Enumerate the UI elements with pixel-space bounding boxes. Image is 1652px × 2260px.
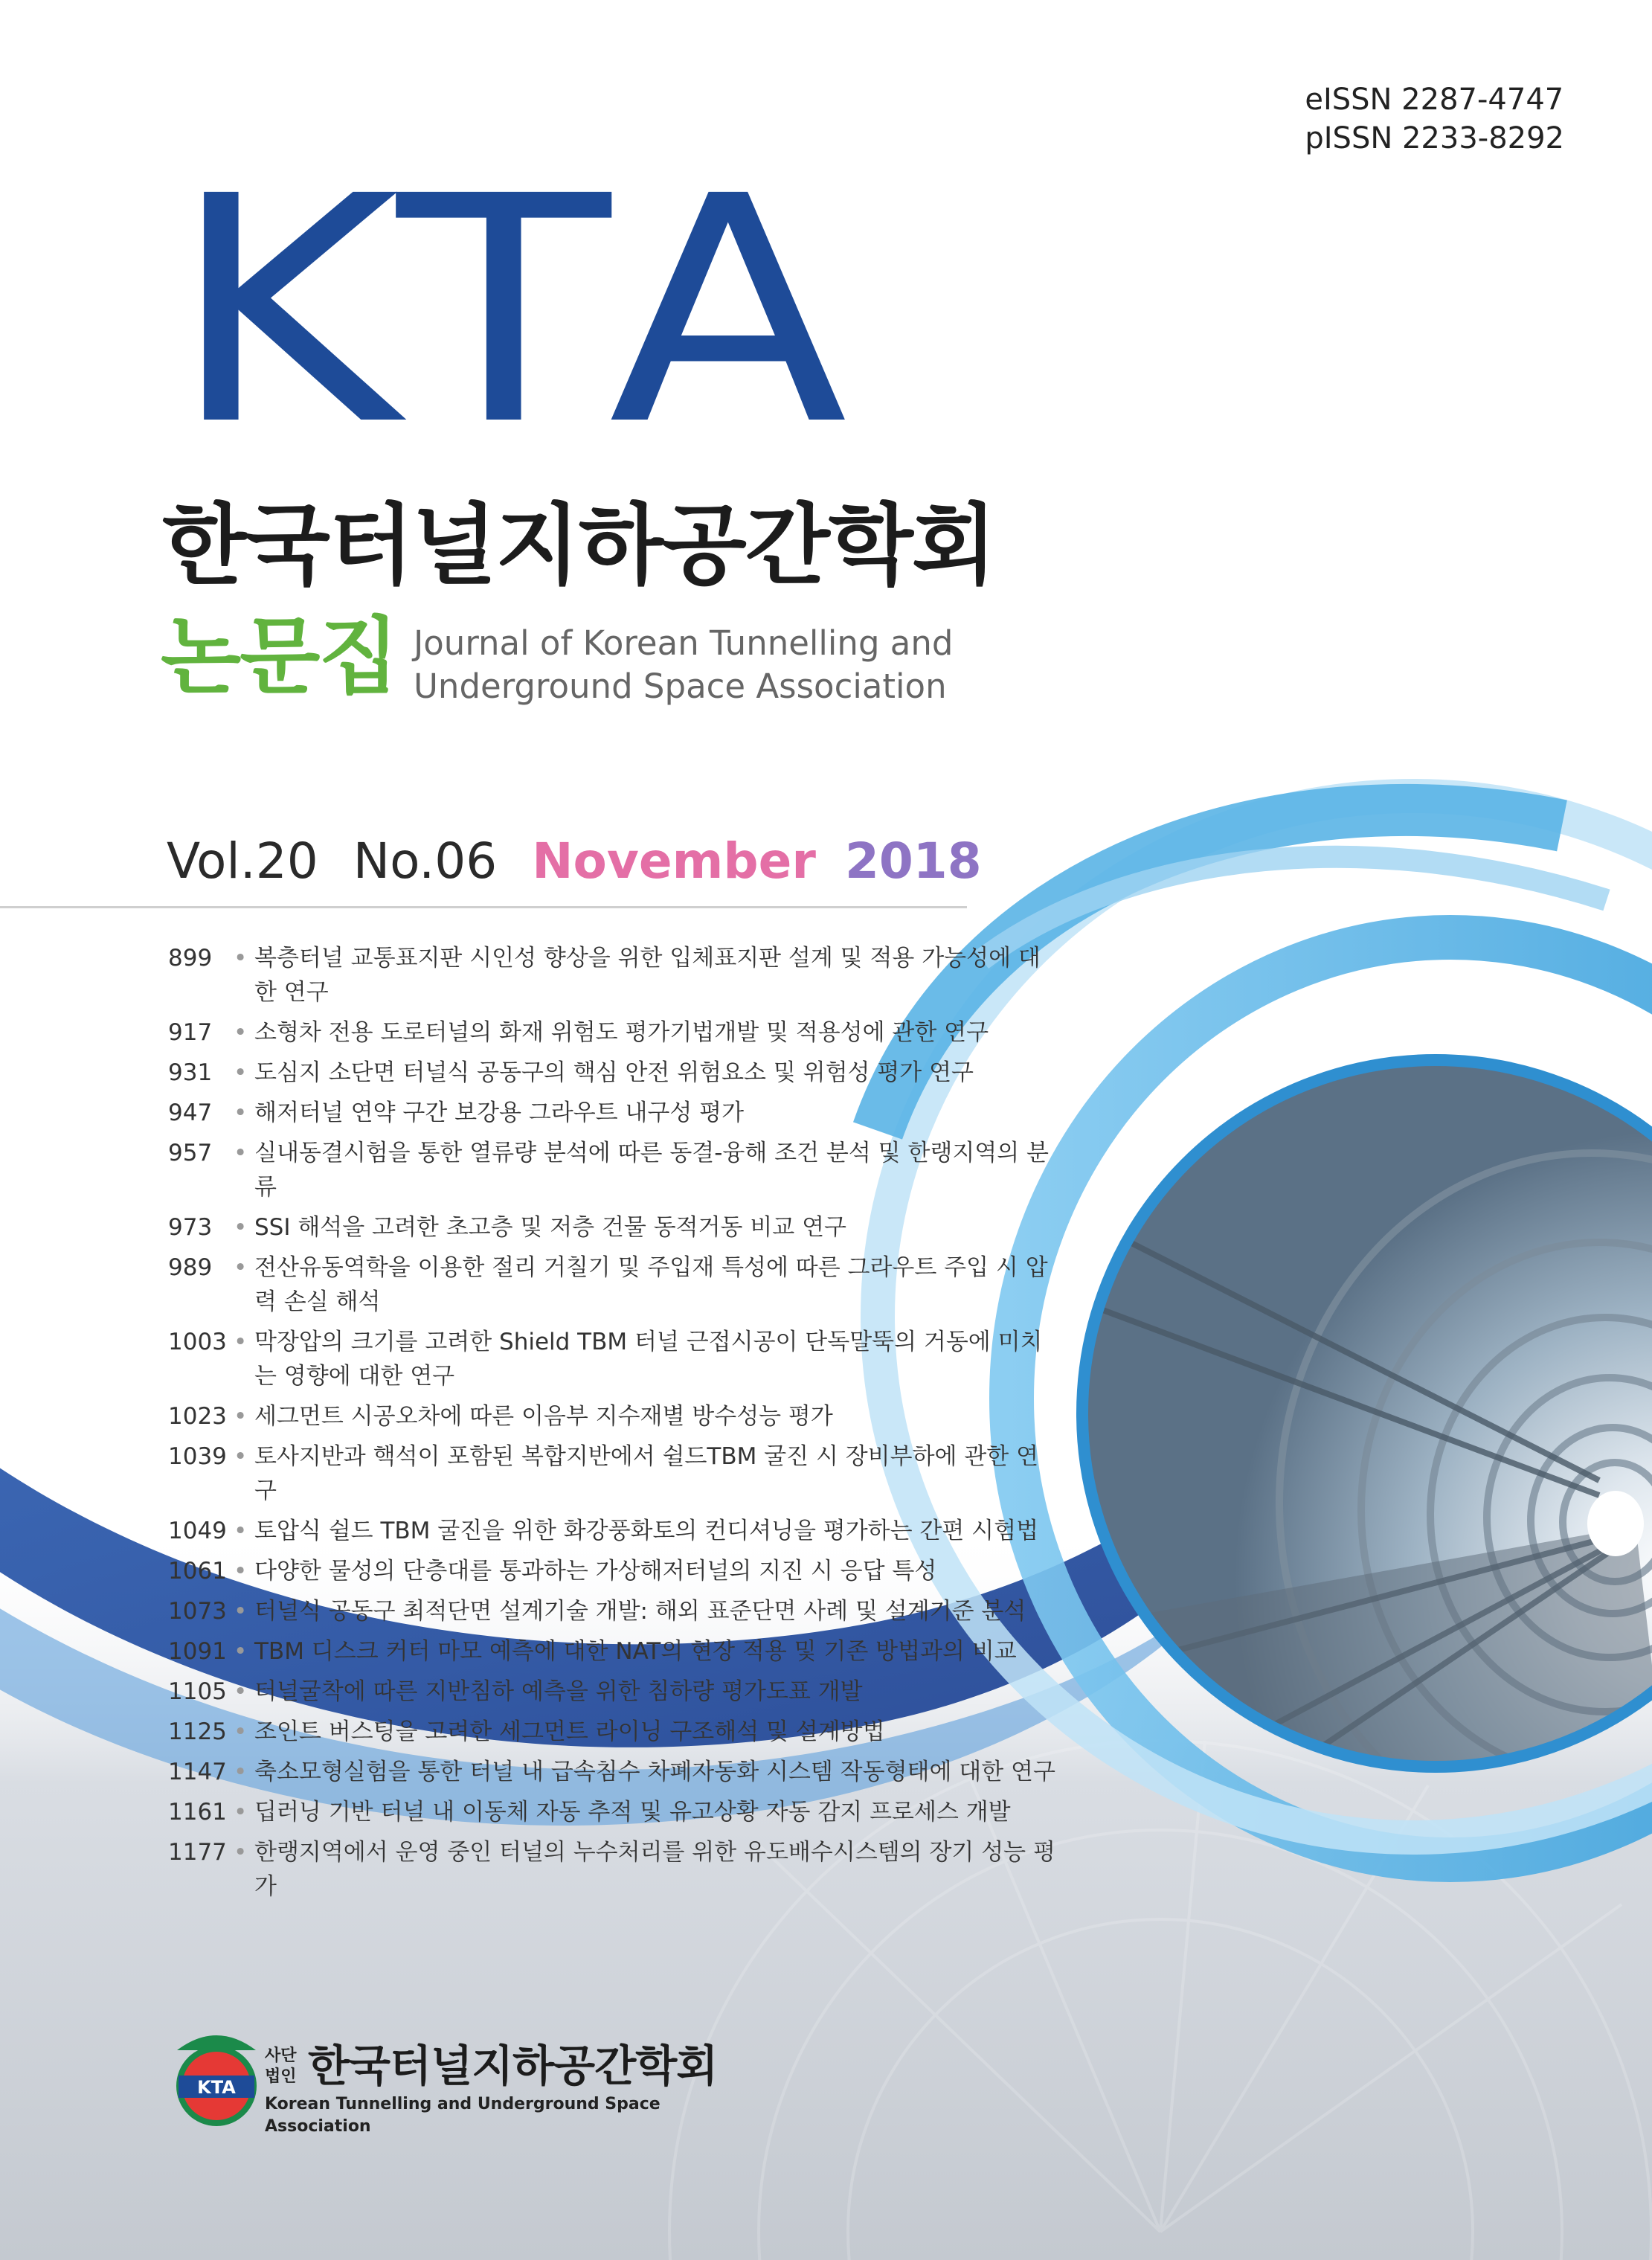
toc-entry — [0, 1056, 1116, 1090]
toc-bullet-icon: • — [234, 1518, 248, 1544]
toc-title: 세그먼트 시공오차에 따른 이음부 지수재별 방수성능 평가 — [254, 1403, 833, 1430]
toc-page-number: 931 — [168, 1059, 213, 1086]
toc-title: 실내동결시험을 통한 열류량 분석에 따른 동결-융해 조건 분석 및 한랭지역의 분류 — [254, 1140, 1049, 1201]
toc-bullet-icon: • — [234, 1718, 248, 1745]
toc-entry — [0, 941, 1116, 1009]
pissn: pISSN 2233-8292 — [1305, 121, 1564, 155]
toc-bullet-icon: • — [234, 1059, 248, 1086]
toc-page-number: 989 — [168, 1254, 213, 1281]
corp-line2: 법인 — [265, 2067, 297, 2086]
issue-line — [167, 832, 982, 891]
corp-line1: 사단 — [265, 2046, 297, 2065]
toc-bullet-icon: • — [234, 1558, 248, 1585]
toc-page-number: 1147 — [168, 1759, 227, 1785]
toc-bullet-icon: • — [234, 1678, 248, 1705]
toc-page-number: 973 — [168, 1214, 213, 1241]
toc-bullet-icon: • — [234, 1759, 248, 1785]
toc-page-number: 1091 — [168, 1638, 227, 1665]
toc-title: 막장압의 크기를 고려한 Shield TBM 터널 근접시공이 단독말뚝의 거동에 미치는 영향에 대한 연구 — [254, 1329, 1043, 1390]
toc-entry — [0, 1325, 1116, 1393]
toc-title: 도심지 소단면 터널식 공동구의 핵심 안전 위험요소 및 위험성 평가 연구 — [254, 1059, 974, 1086]
toc-title: SSI 해석을 고려한 초고층 및 저층 건물 동적거동 비교 연구 — [254, 1214, 846, 1241]
toc-title: 소형차 전용 도로터널의 화재 위험도 평가기법개발 및 적용성에 관한 연구 — [254, 1019, 989, 1046]
toc-entry — [0, 1554, 1116, 1588]
toc-page-number: 1177 — [168, 1839, 227, 1866]
toc-page-number: 1003 — [168, 1329, 227, 1355]
toc-title: 터널굴착에 따른 지반침하 예측을 위한 침하량 평가도표 개발 — [254, 1678, 863, 1705]
toc-entry — [0, 1015, 1116, 1050]
society-footer-logo — [168, 2025, 748, 2136]
toc-title: 딥러닝 기반 터널 내 이동체 자동 추적 및 유고상황 자동 감지 프로세스 개발 — [254, 1799, 1011, 1826]
toc-page-number: 1125 — [168, 1718, 227, 1745]
footer-society-name: 한국터널지하공간학회 — [308, 2041, 718, 2091]
toc-bullet-icon: • — [234, 1443, 248, 1470]
toc-entry — [0, 1755, 1116, 1789]
toc-title: 전산유동역학을 이용한 절리 거칠기 및 주입재 특성에 따른 그라우트 주입 시 압력 손실 해석 — [254, 1254, 1048, 1315]
toc-bullet-icon: • — [234, 1839, 248, 1866]
toc-bullet-icon: • — [234, 1638, 248, 1665]
journal-en-line2: Underground Space Association — [414, 667, 947, 706]
journal-english-title — [414, 622, 953, 708]
toc-page-number: 1039 — [168, 1443, 227, 1470]
toc-bullet-icon: • — [234, 1254, 248, 1281]
toc-page-number: 947 — [168, 1099, 213, 1126]
emblem-text: KTA — [197, 2077, 236, 2098]
journal-en-line1: Journal of Korean Tunnelling and — [414, 623, 954, 663]
toc-page-number: 1061 — [168, 1558, 227, 1585]
toc-entry — [0, 1634, 1116, 1669]
proceedings-label: 논문집 — [161, 609, 398, 705]
kta-emblem-icon — [168, 2025, 265, 2129]
toc-entry — [0, 1136, 1116, 1204]
toc-title: 토압식 쉴드 TBM 굴진을 위한 화강풍화토의 컨디셔닝을 평가하는 간편 시험법 — [254, 1518, 1039, 1544]
toc-entry — [0, 1835, 1116, 1904]
table-of-contents — [0, 941, 1116, 1910]
toc-title: 토사지반과 핵석이 포함된 복합지반에서 쉴드TBM 굴진 시 장비부하에 관한 연구 — [254, 1443, 1039, 1504]
eissn: eISSN 2287-4747 — [1305, 83, 1564, 117]
toc-title: 조인트 버스팅을 고려한 세그먼트 라이닝 구조해석 및 설계방법 — [254, 1718, 885, 1745]
kta-wordmark: KTA — [170, 130, 873, 494]
toc-page-number: 899 — [168, 945, 213, 972]
toc-bullet-icon: • — [234, 945, 248, 972]
toc-entry — [0, 1715, 1116, 1749]
toc-bullet-icon: • — [234, 1214, 248, 1241]
toc-title: 복층터널 교통표지판 시인성 향상을 위한 입체표지판 설계 및 적용 가능성에 대한 연구 — [254, 945, 1041, 1006]
toc-entry — [0, 1795, 1116, 1829]
toc-page-number: 1073 — [168, 1598, 227, 1625]
issue-year: 2018 — [844, 832, 982, 890]
toc-entry — [0, 1675, 1116, 1709]
toc-title: 해저터널 연약 구간 보강용 그라우트 내구성 평가 — [254, 1099, 745, 1126]
toc-page-number: 1105 — [168, 1678, 227, 1705]
society-name: 한국터널지하공간학회 — [162, 494, 995, 597]
corporation-label — [265, 2046, 297, 2087]
toc-bullet-icon: • — [234, 1799, 248, 1826]
toc-entry — [0, 1096, 1116, 1130]
toc-page-number: 1161 — [168, 1799, 227, 1826]
toc-bullet-icon: • — [234, 1099, 248, 1126]
toc-entry — [0, 1399, 1116, 1434]
volume: Vol.20 — [167, 832, 318, 890]
toc-page-number: 917 — [168, 1019, 213, 1046]
toc-entry — [0, 1594, 1116, 1628]
toc-title: 축소모형실험을 통한 터널 내 급속침수 차폐자동화 시스템 작동형태에 대한 연구 — [254, 1759, 1055, 1785]
toc-bullet-icon: • — [234, 1598, 248, 1625]
toc-bullet-icon: • — [234, 1019, 248, 1046]
toc-entry — [0, 1439, 1116, 1508]
toc-title: 터널식 공동구 최적단면 설계기술 개발: 해외 표준단면 사례 및 설계기준 분석 — [254, 1598, 1026, 1625]
divider — [0, 906, 967, 908]
issn-block — [1305, 80, 1564, 158]
issue-number: No.06 — [353, 832, 498, 890]
toc-title: TBM 디스크 커터 마모 예측에 대한 NAT의 현장 적용 및 기존 방법과의 비교 — [254, 1638, 1017, 1665]
toc-entry — [0, 1251, 1116, 1319]
toc-page-number: 1023 — [168, 1403, 227, 1430]
toc-title: 한랭지역에서 운영 중인 터널의 누수처리를 위한 유도배수시스템의 장기 성능 평가 — [254, 1839, 1055, 1900]
toc-bullet-icon: • — [234, 1329, 248, 1355]
toc-title: 다양한 물성의 단층대를 통과하는 가상해저터널의 지진 시 응답 특성 — [254, 1558, 937, 1585]
toc-entry — [0, 1210, 1116, 1245]
issue-month: November — [532, 832, 816, 890]
toc-page-number: 1049 — [168, 1518, 227, 1544]
footer-society-name-en: Korean Tunnelling and Underground Space Association — [265, 2095, 661, 2136]
toc-page-number: 957 — [168, 1140, 213, 1166]
toc-bullet-icon: • — [234, 1403, 248, 1430]
toc-entry — [0, 1514, 1116, 1548]
toc-bullet-icon: • — [234, 1140, 248, 1166]
